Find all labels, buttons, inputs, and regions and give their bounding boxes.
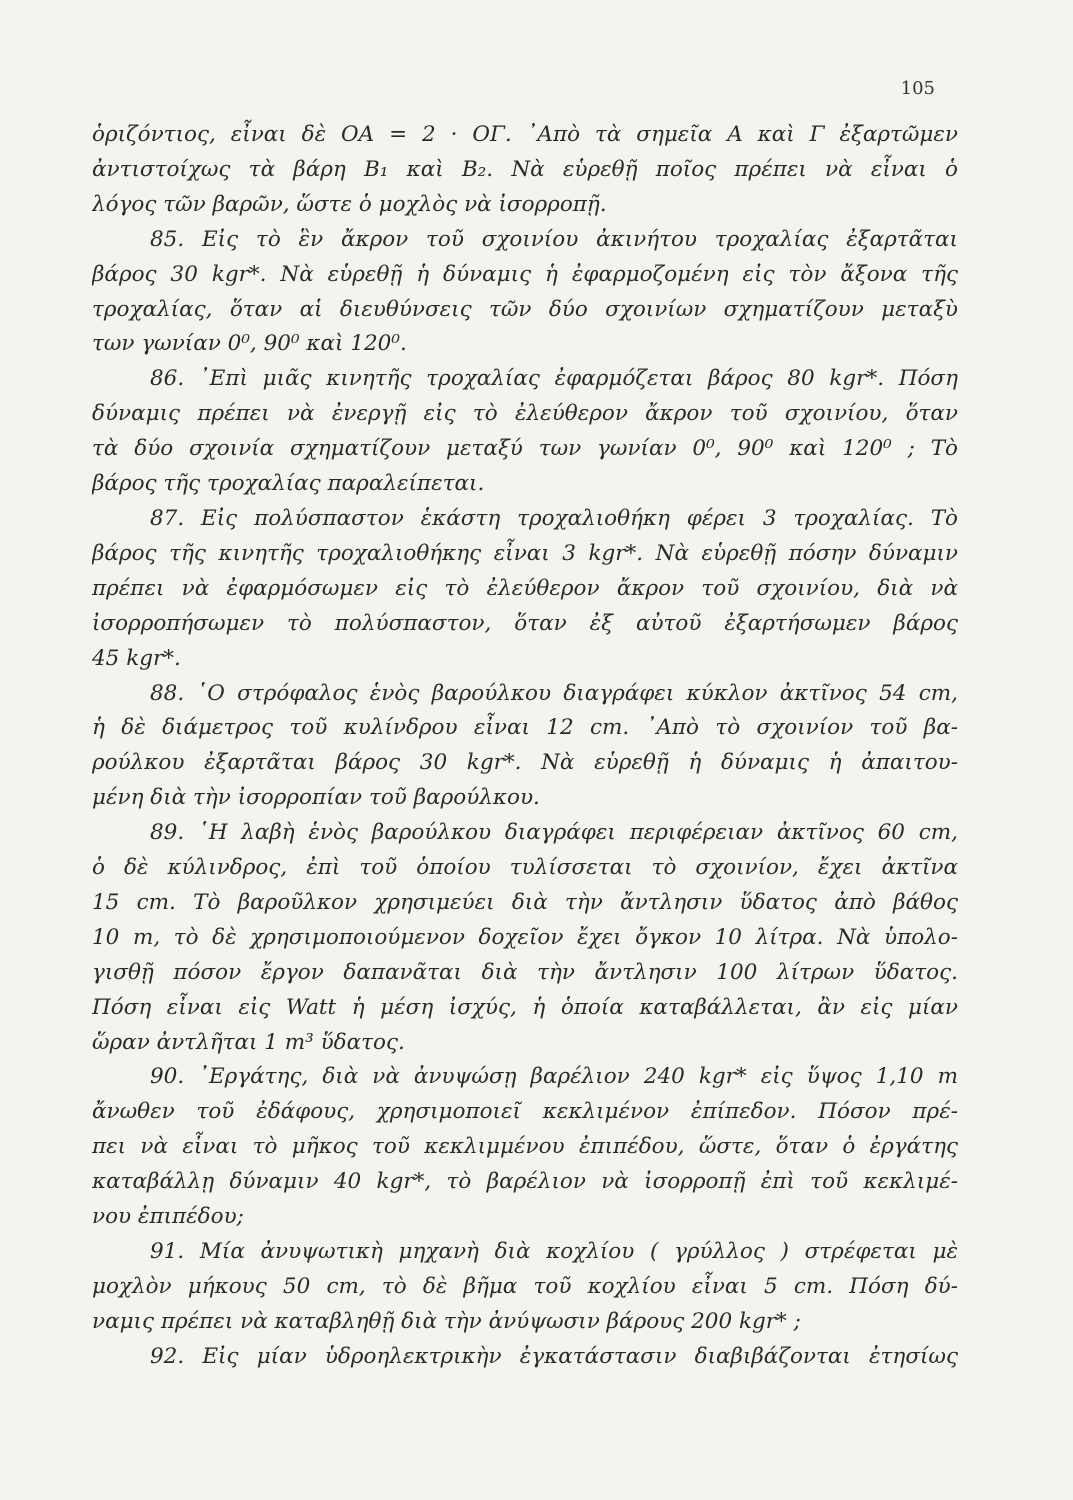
text-line: ναμις πρέπει νὰ καταβληθῇ διὰ τὴν ἀνύψωσιν βάρους 200 kgr* ; <box>92 1308 801 1334</box>
text-line: δύναμις πρέπει νὰ ἐνεργῇ εἰς τὸ ἐλεύθερον ἄκρον τοῦ σχοινίου, ὅταν <box>92 401 958 427</box>
text-line: τροχαλίας, ὅταν αἱ διευθύνσεις τῶν δύο σχοινίων σχηματίζουν μεταξὺ <box>92 296 958 322</box>
text-line: μοχλὸν μήκους 50 cm, τὸ δὲ βῆμα τοῦ κοχλίου εἶναι 5 cm. Πόση δύ- <box>92 1273 958 1299</box>
text-line: 45 kgr*. <box>92 645 181 671</box>
text-line: 91. Μία ἀνυψωτικὴ μηχανὴ διὰ κοχλίου ( γρύλλος ) στρέφεται μὲ <box>150 1239 958 1264</box>
text-line: καταβάλλῃ δύναμιν 40 kgr*, τὸ βαρέλιον νὰ ἰσορροπῇ ἐπὶ τοῦ κεκλιμέ- <box>92 1169 958 1195</box>
text-line: ὁριζόντιος, εἶναι δὲ ΟΑ = 2 · ΟΓ. ᾿Απὸ τὰ σημεῖα Α καὶ Γ ἐξαρτῶμεν <box>92 122 958 147</box>
text-line: ὥραν ἀντλῆται 1 m³ ὕδατος. <box>92 1029 405 1055</box>
text-line: 85. Εἰς τὸ ἓν ἄκρον τοῦ σχοινίου ἀκινήτου τροχαλίας ἐξαρτᾶται <box>150 226 958 252</box>
text-line: Πόση εἶναι εἰς Watt ἡ μέση ἰσχύς, ἡ ὁποία καταβάλλεται, ἂν εἰς μίαν <box>92 994 958 1020</box>
text-line: ρούλκου ἐξαρτᾶται βάρος 30 kgr*. Νὰ εὑρεθῇ ἡ δύναμις ἡ ἀπαιτου- <box>92 750 958 776</box>
text-line: λόγος τῶν βαρῶν, ὥστε ὁ μοχλὸς νὰ ἰσορροπῇ. <box>92 191 607 217</box>
text-line: ὁ δὲ κύλινδρος, ἐπὶ τοῦ ὁποίου τυλίσσεται τὸ σχοινίον, ἔχει ἀκτῖνα <box>92 855 958 881</box>
text-line: τὰ δύο σχοινία σχηματίζουν μεταξύ των γωνίαν 0⁰, 90⁰ καὶ 120⁰ ; Τὸ <box>92 436 958 462</box>
text-line: 87. Εἰς πολύσπαστον ἑκάστη τροχαλιοθήκη φέρει 3 τροχαλίας. Τὸ <box>150 505 958 531</box>
text-line: βάρος τῆς τροχαλίας παραλείπεται. <box>92 471 485 497</box>
text-line: 88. ῾Ο στρόφαλος ἑνὸς βαρούλκου διαγράφει κύκλον ἀκτῖνος 54 cm, <box>150 680 958 706</box>
text-line: μένη διὰ τὴν ἰσορροπίαν τοῦ βαρούλκου. <box>92 785 540 811</box>
body-text <box>92 118 958 1375</box>
text-line: νου ἐπιπέδου; <box>92 1204 244 1230</box>
text-line: 92. Εἰς μίαν ὑδροηλεκτρικὴν ἐγκατάστασιν διαβιβάζονται ἐτησίως <box>150 1343 958 1369</box>
text-line: 10 m, τὸ δὲ χρησιμοποιούμενον δοχεῖον ἔχει ὄγκον 10 λίτρα. Νὰ ὑπολο- <box>92 924 958 950</box>
text-line: ἄνωθεν τοῦ ἐδάφους, χρησιμοποιεῖ κεκλιμένον ἐπίπεδον. Πόσον πρέ- <box>92 1099 958 1125</box>
text-line: 15 cm. Τὸ βαροῦλκον χρησιμεύει διὰ τὴν ἄντλησιν ὕδατος ἀπὸ βάθος <box>92 889 958 915</box>
text-line: πει νὰ εἶναι τὸ μῆκος τοῦ κεκλιμμένου ἐπιπέδου, ὥστε, ὅταν ὁ ἐργάτης <box>92 1134 958 1160</box>
text-line: 86. ᾿Επὶ μιᾶς κινητῆς τροχαλίας ἐφαρμόζεται βάρος 80 kgr*. Πόση <box>150 366 958 392</box>
text-line: ἀντιστοίχως τὰ βάρη B₁ καὶ B₂. Νὰ εὑρεθῇ ποῖος πρέπει νὰ εἶναι ὁ <box>92 156 958 182</box>
text-line: γισθῇ πόσον ἔργον δαπανᾶται διὰ τὴν ἄντλησιν 100 λίτρων ὕδατος. <box>92 959 958 985</box>
text-line: 90. ᾿Εργάτης, διὰ νὰ ἀνυψώσῃ βαρέλιον 240 kgr* εἰς ὕψος 1,10 m <box>150 1064 958 1090</box>
text-line: βάρος τῆς κινητῆς τροχαλιοθήκης εἶναι 3 kgr*. Νὰ εὑρεθῇ πόσην δύναμιν <box>92 540 958 566</box>
text-line: ἰσορροπήσωμεν τὸ πολύσπαστον, ὅταν ἐξ αὐτοῦ ἐξαρτήσωμεν βάρος <box>92 610 958 636</box>
text-line: πρέπει νὰ ἐφαρμόσωμεν εἰς τὸ ἐλεύθερον ἄκρον τοῦ σχοινίου, διὰ νὰ <box>92 575 958 601</box>
text-line: των γωνίαν 0⁰, 90⁰ καὶ 120⁰. <box>92 331 407 357</box>
text-line: 89. ῾Η λαβὴ ἑνὸς βαρούλκου διαγράφει περιφέρειαν ἀκτῖνος 60 cm, <box>150 820 958 846</box>
page-number: 105 <box>900 78 935 99</box>
text-line: βάρος 30 kgr*. Νὰ εὑρεθῇ ἡ δύναμις ἡ ἐφαρμοζομένη εἰς τὸν ἄξονα τῆς <box>92 261 958 287</box>
text-line: ἡ δὲ διάμετρος τοῦ κυλίνδρου εἶναι 12 cm. ᾿Απὸ τὸ σχοινίον τοῦ βα- <box>92 715 958 741</box>
